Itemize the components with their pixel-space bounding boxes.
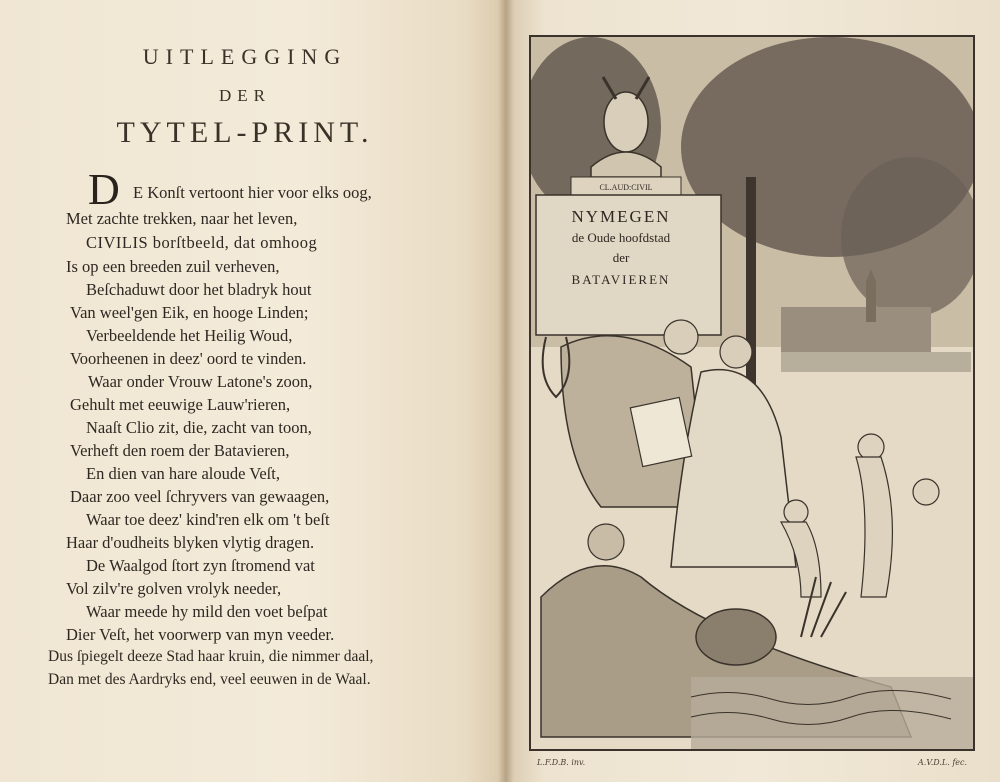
poem-line: CIVILIS borſtbeeld, dat omhoog	[86, 233, 318, 252]
title-line-3: TYTEL-PRINT.	[116, 116, 374, 149]
engraving-frame	[529, 35, 975, 751]
poem-line: Is op een breeden zuil verheven,	[66, 257, 280, 276]
title-print-engraving	[531, 37, 973, 749]
inscription-line-4: BATAVIEREN	[571, 272, 671, 287]
poem-line: Waar meede hy mild den voet beſpat	[86, 602, 328, 621]
poem-line: De Waalgod ſtort zyn ſtromend vat	[86, 556, 315, 575]
drop-cap: D	[88, 165, 120, 214]
poem-line: Waar toe deez' kind'ren elk om 't beſt	[86, 510, 330, 529]
title-line-1: UITLEGGING	[142, 44, 348, 69]
poem-line: Naaſt Clio zit, die, zacht van toon,	[86, 418, 312, 437]
title-line-2: DER	[219, 86, 271, 105]
book-gutter	[498, 0, 514, 782]
engraving-credit-left: L.F.D.B. inv.	[537, 758, 586, 767]
poem-line: Dus ſpiegelt deeze Stad haar kruin, die nimmer daal,	[48, 648, 374, 665]
poem-line: Verbeeldende het Heilig Woud,	[86, 326, 293, 345]
poem-line: Beſchaduwt door het bladryk hout	[86, 280, 312, 299]
poem-line: Dier Veſt, het voorwerp van myn veeder.	[66, 625, 335, 644]
poem-line: Verheft den roem der Batavieren,	[70, 441, 290, 460]
poem-line: Waar onder Vrouw Latone's zoon,	[88, 372, 313, 391]
inscription-line-3: der	[612, 250, 630, 265]
poem-line: E Konſt vertoont hier voor elks oog,	[133, 183, 372, 202]
poem-line: Voorheenen in deez' oord te vinden.	[70, 349, 307, 368]
poem-line: Daar zoo veel ſchryvers van gewaagen,	[70, 487, 330, 506]
poem-line: Van weel'gen Eik, en hooge Linden;	[70, 303, 309, 322]
inscription-line-1: NYMEGEN	[571, 207, 671, 226]
poem-line: Haar d'oudheits blyken vlytig dragen.	[66, 533, 315, 552]
poem-line: En dien van hare aloude Veſt,	[86, 464, 280, 483]
poem-line: Gehult met eeuwige Lauw'rieren,	[70, 395, 291, 414]
inscription-line-2: de Oude hoofdstad	[571, 230, 671, 245]
poem-line: Dan met des Aardryks end, veel eeuwen in de Waal.	[48, 671, 371, 688]
plinth-label: CL.AUD:CIVIL	[599, 183, 653, 192]
poem-line: Met zachte trekken, naar het leven,	[66, 209, 298, 228]
poem-line: Vol zilv're golven vrolyk needer,	[66, 579, 282, 598]
engraving-credit-right: A.V.D.L. fec.	[918, 758, 968, 767]
